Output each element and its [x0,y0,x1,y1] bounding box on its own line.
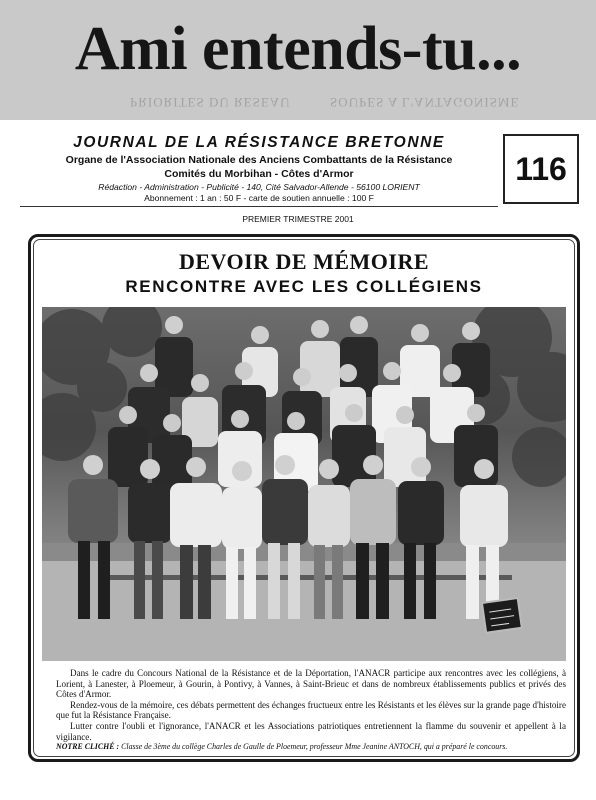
journal-subtitle: JOURNAL DE LA RÉSISTANCE BRETONNE [73,134,445,151]
photo-caption [56,742,566,751]
article-paragraph-1: Dans le cadre du Concours National de la Résistance et de la Déportation, l'ANACR participe aux rencontres avec les collégiens, à Lorient, à Lanester, à Ploemeur, à Gourin, à Pontivy, à Vannes, à Saint-Brieuc et dans de nombreux établissements publics et privés des Côtes d'Armor. [56,668,566,700]
redaction-line: Rédaction - Administration - Publicité - 140, Cité Salvador-Allende - 56100 LORIENT [98,182,420,192]
article-body [56,668,566,742]
ghost-text-2: PRIORITES DU RESEAU [130,95,291,110]
article-paragraph-3: Lutter contre l'oubli et l'ignorance, l'ANACR et les Associations patriotiques entretiennent la flamme du souvenir et appellent à la vigilance. [56,720,566,742]
newspaper-title: Ami entends-tu... [74,15,522,83]
header-block [20,134,498,203]
ghost-text-1: SOUPES A L'ANTAGONISME [330,95,520,110]
masthead [0,0,596,120]
issue-date: PREMIER TRIMESTRE 2001 [242,214,354,224]
article-headline: DEVOIR DE MÉMOIRE [178,249,430,274]
masthead-bleedthrough [0,90,596,112]
comites-line: Comités du Morbihan - Côtes d'Armor [164,168,354,180]
class-photo [42,307,566,661]
class-photo-icon [42,307,566,661]
header-rule [20,206,498,207]
article-paragraph-2: Rendez-vous de la mémoire, ces débats permettent des échanges fructueux entre les Résistants et les élèves sur la grande page d'histoire que fut la Résistance Française. [56,699,566,721]
organe-line: Organe de l'Association Nationale des Anciens Combattants de la Résistance [65,154,453,166]
issue-number: 116 [503,134,579,204]
article-subheadline: RENCONTRE AVEC LES COLLÉGIENS [125,277,483,296]
caption-label: NOTRE CLICHÉ : [56,742,120,751]
caption-text: Classe de 3ème du collège Charles de Gaulle de Ploemeur, professeur Mme Jeanine ANTOCH, qui a préparé le concours. [121,742,508,751]
abonnement-line: Abonnement : 1 an : 50 F - carte de soutien annuelle : 100 F [144,193,374,203]
